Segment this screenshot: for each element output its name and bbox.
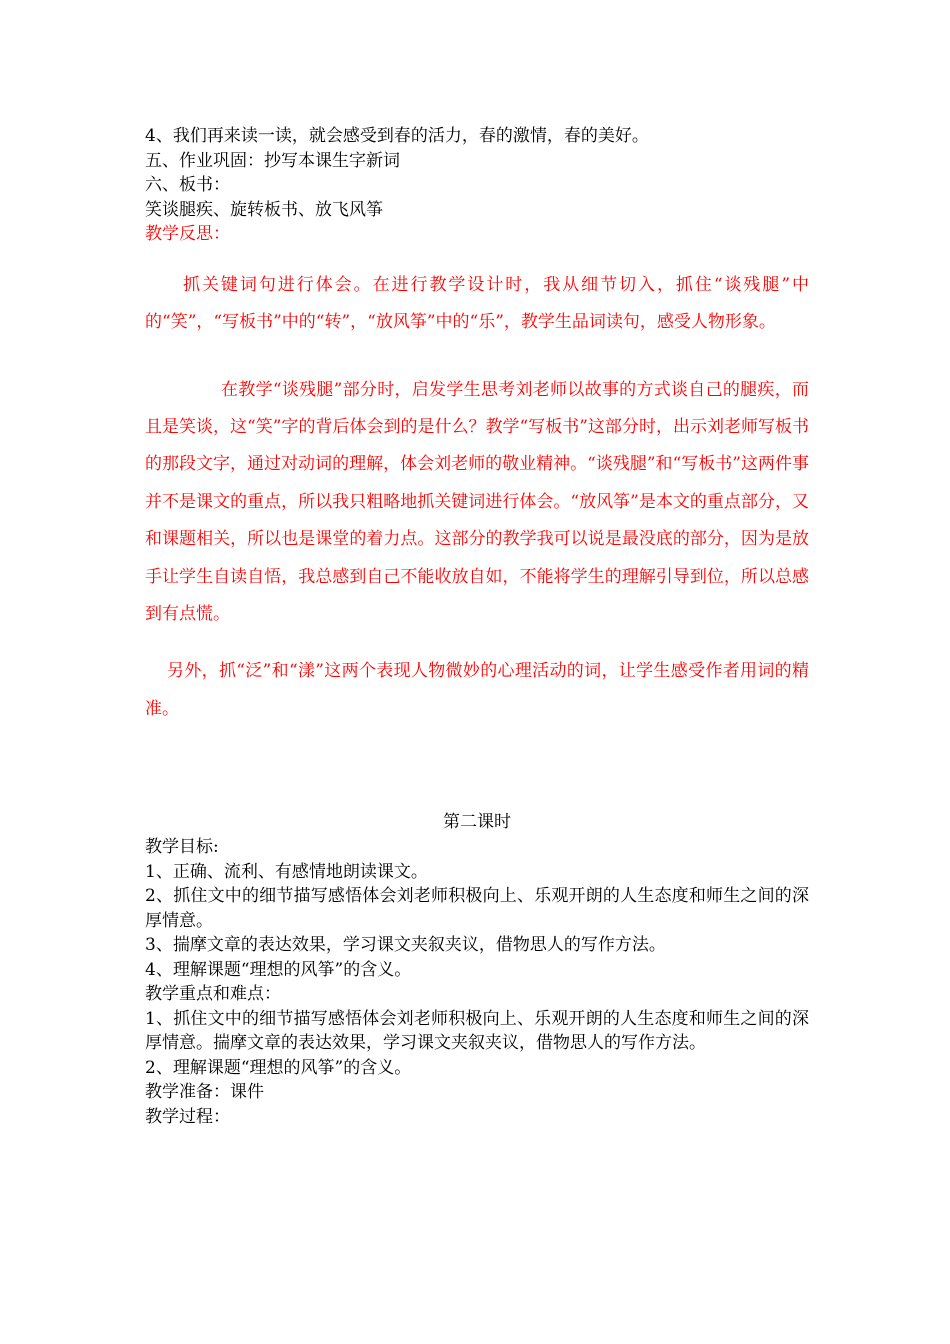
key-point-item-1: 1、抓住文中的细节描写感悟体会刘老师积极向上、乐观开朗的人生态度和师生之间的深厚情意。揣摩文章的表达效果，学习课文夹叙夹议，借物思人的写作方法。 bbox=[145, 1008, 809, 1054]
board-heading: 六、板书： bbox=[145, 175, 230, 195]
goals-heading: 教学目标: bbox=[145, 837, 219, 858]
process-heading: 教学过程： bbox=[145, 1106, 230, 1127]
key-points-heading: 教学重点和难点： bbox=[145, 984, 281, 1005]
reflection-paragraph-2: 在教学“谈残腿”部分时，启发学生思考刘老师以故事的方式谈自己的腿疾，而且是笑谈，这“笑”字的背后体会到的是什么？教学“写板书”这部分时，出示刘老师写板书的那段文字，通过对动词的理解，体会刘老师的敬业精神。“谈残腿”和“写板书”这两件事并不是课文的重点，所以我只粗略地抓关键词进行体会。“放风筝”是本文的重点部分，又和课题相关，所以也是课堂的着力点。这部分的教学我可以说是最没底的部分，因为是放手让学生自读自悟，我总感到自己不能收放自如，不能将学生的理解引导到位，所以总感到有点慌。 bbox=[145, 379, 809, 624]
reflection-paragraph-1: 抓关键词句进行体会。在进行教学设计时，我从细节切入，抓住“谈残腿”中的“笑”，“写板书”中的“转”，“放风筝”中的“乐”，教学生品词读句，感受人物形象。 bbox=[145, 274, 809, 332]
document-page bbox=[145, 124, 809, 1129]
homework-line: 五、作业巩固：抄写本课生字新词 bbox=[145, 150, 400, 171]
reflection-heading: 教学反思： bbox=[145, 224, 230, 244]
goal-item-4: 4、理解课题“理想的风筝”的含义。 bbox=[145, 959, 412, 980]
goal-item-1: 1、正确、流利、有感情地朗读课文。 bbox=[145, 861, 428, 882]
key-point-item-2: 2、理解课题“理想的风筝”的含义。 bbox=[145, 1057, 412, 1078]
goal-item-2: 2、抓住文中的细节描写感悟体会刘老师积极向上、乐观开朗的人生态度和师生之间的深厚情意。 bbox=[145, 886, 809, 931]
lesson1-step-4: 4、我们再来读一读，就会感受到春的活力，春的激情，春的美好。 bbox=[145, 126, 649, 146]
board-content: 笑谈腿疾、旋转板书、放飞风筝 bbox=[145, 199, 383, 220]
lesson2-title: 第二课时 bbox=[443, 812, 511, 833]
reflection-paragraph-3: 另外，抓“泛”和“漾”这两个表现人物微妙的心理活动的词，让学生感受作者用词的精准。 bbox=[145, 661, 809, 719]
preparation-line: 教学准备：课件 bbox=[145, 1082, 264, 1103]
goal-item-3: 3、揣摩文章的表达效果，学习课文夹叙夹议，借物思人的写作方法。 bbox=[145, 935, 666, 956]
